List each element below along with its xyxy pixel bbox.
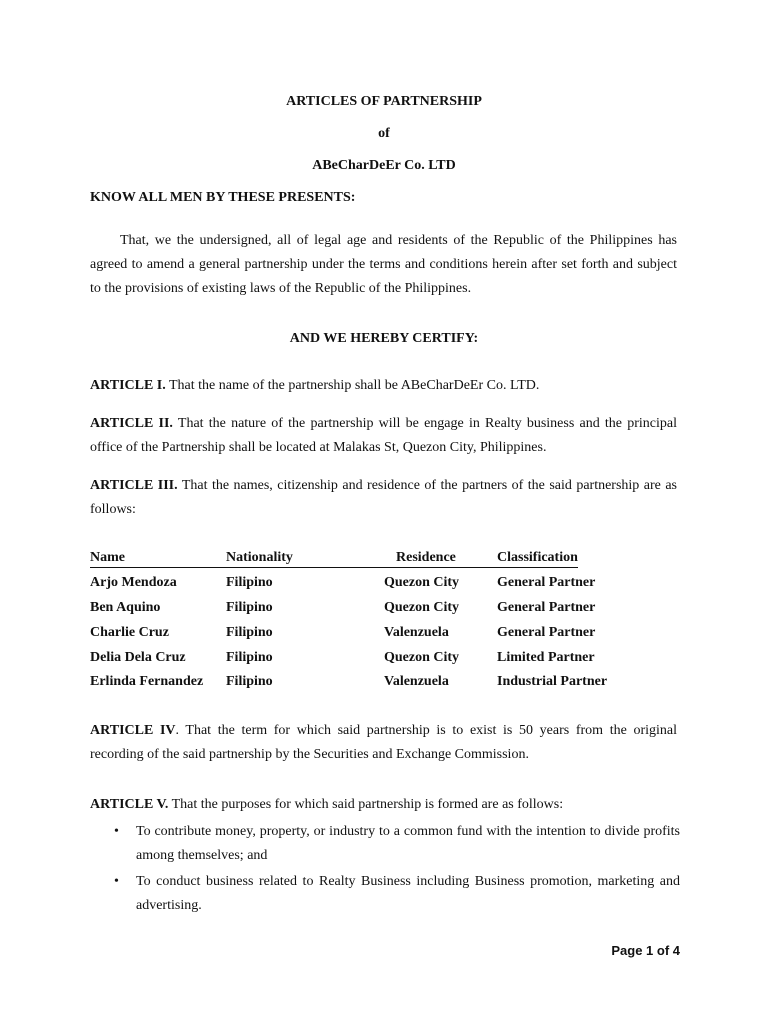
article-2 xyxy=(90,412,677,460)
article-3 xyxy=(90,474,677,522)
intro-paragraph: That, we the undersigned, all of legal age and residents of the Republic of the Philippines has agreed to amend a general partnership under the terms and conditions herein after set forth and subject to the provisions of existing laws of the Republic of the Philippines. xyxy=(90,233,677,296)
partner-residence: Valenzuela xyxy=(384,625,449,640)
company-name: ABeCharDeEr Co. LTD xyxy=(312,158,456,173)
document-title: ARTICLES OF PARTNERSHIP xyxy=(286,94,482,109)
table-header-row xyxy=(90,550,690,570)
partner-nationality: Filipino xyxy=(226,650,273,665)
partner-classification: General Partner xyxy=(497,600,596,615)
list-item xyxy=(90,870,680,918)
partner-name: Ben Aquino xyxy=(90,600,161,615)
table-row xyxy=(90,575,690,595)
table-row xyxy=(90,600,690,620)
header-nationality: Nationality xyxy=(226,550,293,565)
article-1-label: ARTICLE I. xyxy=(90,378,166,393)
article-4 xyxy=(90,719,677,767)
know-all-heading: KNOW ALL MEN BY THESE PRESENTS: xyxy=(90,190,356,205)
table-row xyxy=(90,650,690,670)
partner-name: Delia Dela Cruz xyxy=(90,650,186,665)
header-residence: Residence xyxy=(396,550,456,565)
bullet-icon: • xyxy=(114,874,119,889)
purpose-text: To contribute money, property, or industry to a common fund with the intention to divide profits among themselves; and xyxy=(136,824,680,863)
table-row xyxy=(90,674,690,694)
article-5 xyxy=(90,793,677,817)
article-1 xyxy=(90,374,677,398)
bullet-icon: • xyxy=(114,824,119,839)
header-underline xyxy=(90,567,578,568)
partner-residence: Quezon City xyxy=(384,600,460,615)
article-3-text: That the names, citizenship and residence of the partners of the said partnership are as follows: xyxy=(90,478,677,517)
partner-nationality: Filipino xyxy=(226,625,273,640)
partner-name: Erlinda Fernandez xyxy=(90,674,204,689)
article-3-label: ARTICLE III. xyxy=(90,478,178,493)
partner-residence: Quezon City xyxy=(384,650,460,665)
title-of: of xyxy=(378,126,390,141)
partner-classification: Industrial Partner xyxy=(497,674,608,689)
article-5-text: That the purposes for which said partnership is formed are as follows: xyxy=(168,797,564,812)
partner-classification: General Partner xyxy=(497,575,596,590)
partner-nationality: Filipino xyxy=(226,575,273,590)
partner-residence: Quezon City xyxy=(384,575,460,590)
article-4-label: ARTICLE IV xyxy=(90,723,176,738)
certify-heading: AND WE HEREBY CERTIFY: xyxy=(289,331,479,346)
page-number: Page 1 of 4 xyxy=(611,943,680,958)
partner-classification: Limited Partner xyxy=(497,650,595,665)
partner-residence: Valenzuela xyxy=(384,674,449,689)
purposes-list xyxy=(90,820,680,920)
list-item xyxy=(90,820,680,868)
table-row xyxy=(90,625,690,645)
article-2-label: ARTICLE II. xyxy=(90,416,173,431)
partner-classification: General Partner xyxy=(497,625,596,640)
header-classification: Classification xyxy=(497,550,578,565)
article-2-text: That the nature of the partnership will be engage in Realty business and the principal office of the Partnership shall be located at Malakas St, Quezon City, Philippines. xyxy=(90,416,677,455)
article-1-text: That the name of the partnership shall be ABeCharDeEr Co. LTD. xyxy=(165,378,540,393)
article-4-text: . That the term for which said partnership is to exist is 50 years from the original recording of the said partnership by the Securities and Exchange Commission. xyxy=(90,723,678,762)
purpose-text: To conduct business related to Realty Business including Business promotion, marketing and advertising. xyxy=(136,874,680,913)
header-name: Name xyxy=(90,550,125,565)
partner-name: Charlie Cruz xyxy=(90,625,169,640)
partner-name: Arjo Mendoza xyxy=(90,575,177,590)
partner-nationality: Filipino xyxy=(226,674,273,689)
article-5-label: ARTICLE V. xyxy=(90,797,169,812)
partner-nationality: Filipino xyxy=(226,600,273,615)
